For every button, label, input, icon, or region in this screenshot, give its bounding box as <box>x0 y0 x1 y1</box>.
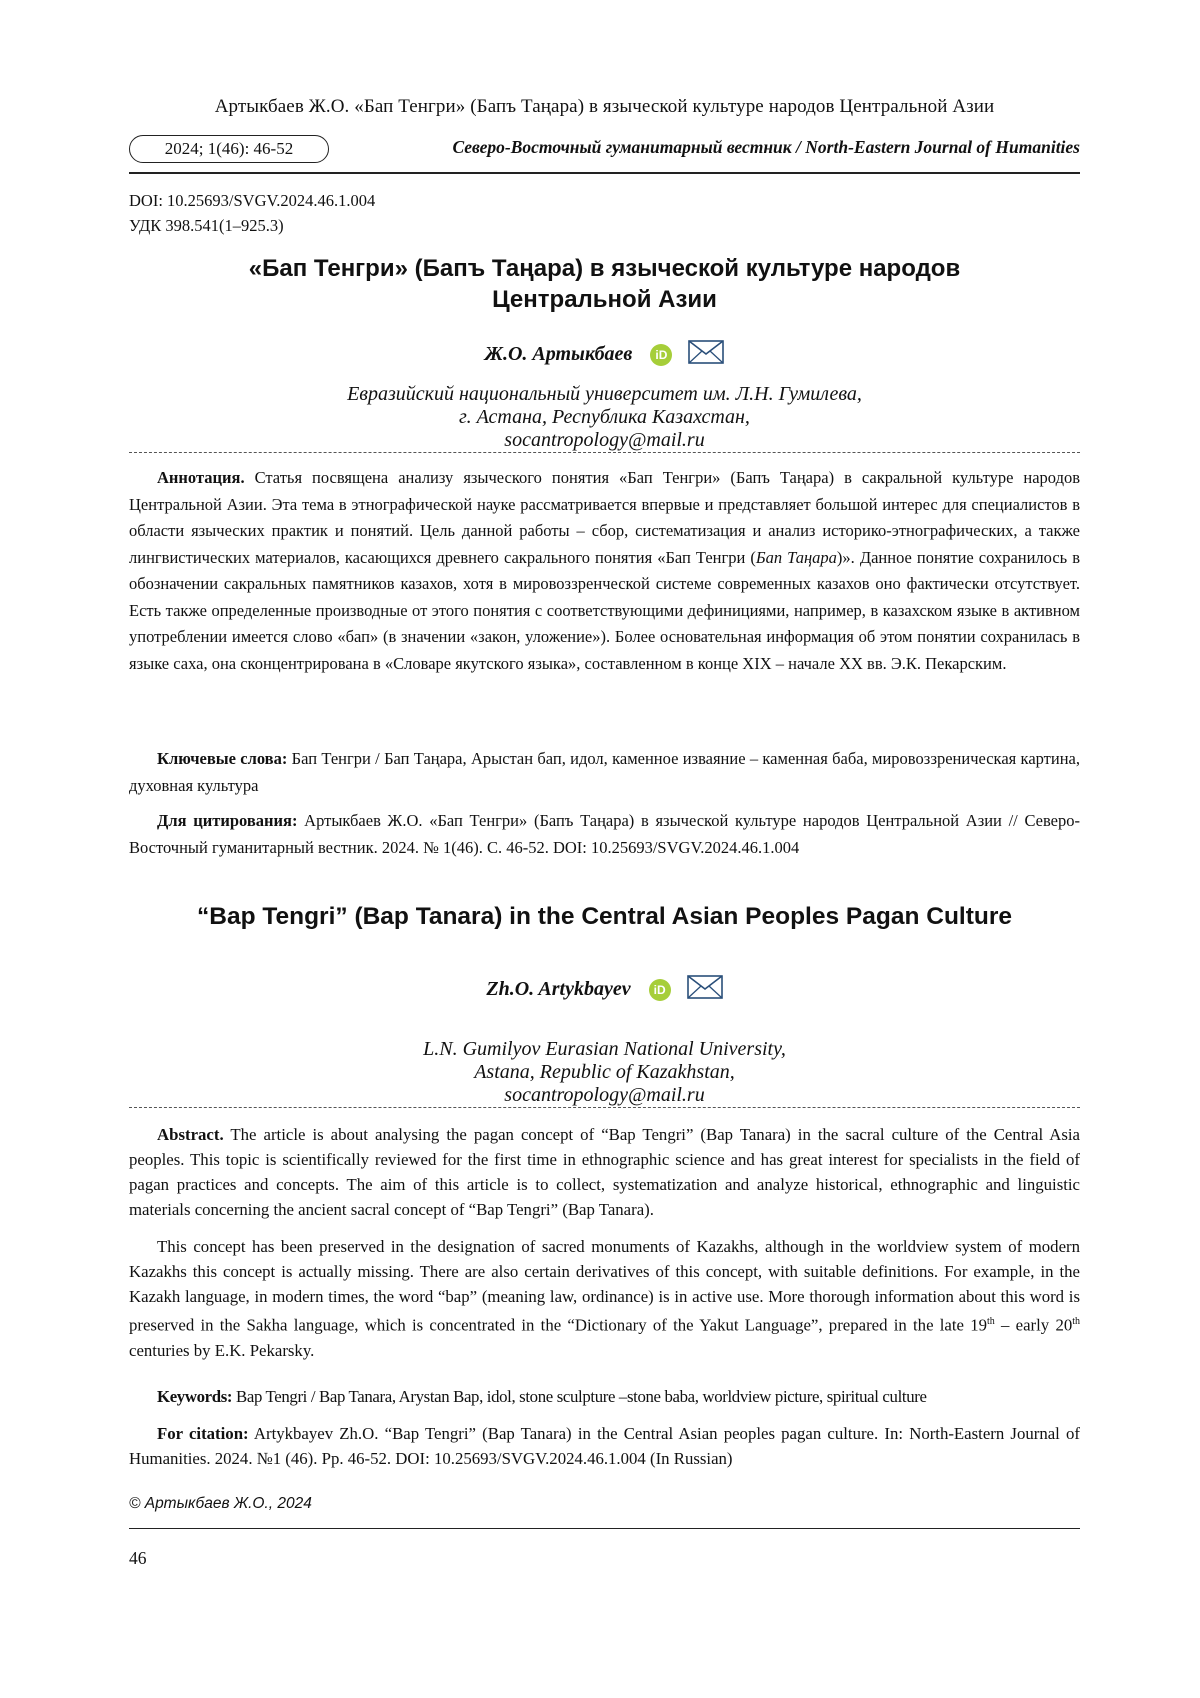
abstract-ru-text-1: Статья посвящена анализу языческого понятия «Бап Тенгри» (Бапъ Таңара) в сакральной культуре народов Центральной Азии. Эта тема в этнографической науке рассматривается впервые и представляет большой интерес для специалистов в области языческих практик и понятий. Цель данной работы – сбор, систематизация и анализ историко-этнографических, а также лингвистических материалов, касающихся древнего сакрального понятия «Бап Тенгри ( <box>129 468 1081 567</box>
affil-en-line2: Astana, Republic of Kazakhstan, <box>474 1061 735 1083</box>
article-title-ru <box>129 253 1080 315</box>
author-name-ru: Ж.О. Артыкбаев <box>484 343 633 365</box>
journal-name: Северо-Восточный гуманитарный вестник / North-Eastern Journal of Humanities <box>452 137 1080 157</box>
title-ru-line2: Центральной Азии <box>492 286 717 313</box>
abstract-ru-text-2: )». Данное понятие сохранилось в обозначении сакральных памятников казахов, хотя в мировоззренческой системе современных казахов оно фактически отсутствует. Есть также определенные производные от этого понятия с соответствующими дефинициями, например, в казахском языке в активном употреблении имеется слово «бап» (в значении «закон, уложение»). Более основательная информация об этом понятии сохранилась в языке саха, она сконцентрирована в «Словаре якутского языка», составленном в конце XIX – начале XX вв. Э.К. Пекарским. <box>129 547 1080 673</box>
keywords-ru <box>129 746 1080 799</box>
superscript-th: th <box>987 1316 995 1327</box>
superscript-th: th <box>1072 1316 1081 1327</box>
email-ru[interactable]: socantropology@mail.ru <box>504 429 705 451</box>
mail-icon[interactable] <box>688 340 724 369</box>
citation-en-label: For citation: <box>157 1424 249 1443</box>
author-row-en <box>129 975 1080 1005</box>
keywords-en-text: Bap Tengri / Bap Tanara, Arystan Bap, idol, stone sculpture –stone baba, worldview picture, spiritual culture <box>236 1387 927 1406</box>
keywords-ru-label: Ключевые слова: <box>157 749 288 768</box>
dashed-divider-en <box>129 1107 1080 1108</box>
abstract-en-p2-text-1: This concept has been preserved in the designation of sacred monuments of Kazakhs, although in the worldview system of modern Kazakhs this concept is actually missing. There are also certain derivatives of this concept, with suitable definitions. For example, in the Kazakh language, in modern times, the word “bap” (meaning law, ordinance) is in active use. More thorough information about this word is preserved in the Sakha language, which is concentrated in the “Dictionary of the Yakut Language”, prepared in the late 19 <box>129 1237 1080 1335</box>
abstract-en-p2-text-3: centuries by E.K. Pekarsky. <box>129 1340 315 1360</box>
abstract-en <box>129 1122 1080 1222</box>
abstract-ru <box>129 465 1080 677</box>
citation-ru <box>129 808 1080 861</box>
copyright: © Артыкбаев Ж.О., 2024 <box>129 1495 312 1512</box>
keywords-en <box>129 1384 1080 1409</box>
author-name-en: Zh.O. Artykbayev <box>486 978 631 1000</box>
affil-ru-line1: Евразийский национальный университет им. Л.Н. Гумилева, <box>347 383 862 405</box>
citation-en-text: Artykbayev Zh.O. “Bap Tengri” (Bap Tanara) in the Central Asian peoples pagan culture. In: North-Eastern Journal of Humanities. 2024. №1 (46). Pp. 46-52. DOI: 10.25693/SVGV.2024.46.1.004 (In Russian) <box>129 1424 1080 1468</box>
dashed-divider-ru <box>129 452 1080 453</box>
doi[interactable]: DOI: 10.25693/SVGV.2024.46.1.004 <box>129 191 376 210</box>
abstract-en-p2-text-2: – early 20 <box>994 1315 1073 1335</box>
abstract-ru-italic: Бап Таңара <box>755 547 837 567</box>
citation-ru-label: Для цитирования: <box>157 811 298 830</box>
page-number: 46 <box>129 1548 147 1568</box>
udk: УДК 398.541(1–925.3) <box>129 216 284 235</box>
orcid-icon[interactable]: iD <box>650 344 672 366</box>
header-divider <box>129 172 1080 174</box>
affiliation-ru <box>129 383 1080 452</box>
orcid-icon[interactable]: iD <box>649 979 671 1001</box>
author-row-ru <box>129 340 1080 370</box>
issue-badge: 2024; 1(46): 46-52 <box>129 135 329 163</box>
keywords-en-label: Keywords: <box>157 1387 233 1406</box>
issue-row <box>129 135 1080 165</box>
affiliation-en <box>129 1038 1080 1107</box>
affil-en-line1: L.N. Gumilyov Eurasian National University, <box>423 1038 786 1060</box>
abstract-ru-label: Аннотация. <box>157 468 245 487</box>
abstract-en-text: The article is about analysing the pagan concept of “Bap Tengri” (Bap Tanara) in the sacral culture of the Central Asia peoples. This topic is scientifically reviewed for the first time in ethnographic science and has great interest for specialists in the field of pagan practices and concepts. The aim of this article is to collect, systematization and analyze historical, ethnographic and linguistic materials concerning the ancient sacral concept of “Bap Tengri” (Bap Tanara). <box>129 1125 1080 1219</box>
title-ru-line1: «Бап Тенгри» (Бапъ Таңара) в языческой культуре народов <box>248 255 961 282</box>
citation-ru-text: Артыкбаев Ж.О. «Бап Тенгри» (Бапъ Таңара) в языческой культуре народов Центральной Азии // Северо-Восточный гуманитарный вестник. 2024. № 1(46). С. 46-52. DOI: 10.25693/SVGV.2024.46.1.004 <box>129 811 1080 857</box>
citation-en <box>129 1421 1080 1471</box>
abstract-en-paragraph-2 <box>129 1234 1080 1363</box>
footer-divider <box>129 1528 1080 1529</box>
keywords-ru-text: Бап Тенгри / Бап Таңара, Арыстан бап, идол, каменное изваяние – каменная баба, мировоззреническая картина, духовная культура <box>129 749 1080 795</box>
affil-ru-line2: г. Астана, Республика Казахстан, <box>459 406 750 428</box>
email-en[interactable]: socantropology@mail.ru <box>504 1084 705 1106</box>
abstract-en-label: Abstract. <box>157 1125 224 1144</box>
running-head: Артыкбаев Ж.О. «Бап Тенгри» (Бапъ Таңара) в языческой культуре народов Центральной Азии <box>214 96 995 117</box>
mail-icon[interactable] <box>687 975 723 1004</box>
article-title-en: “Bap Tengri” (Bap Tanara) in the Central Asian Peoples Pagan Culture <box>197 903 1012 930</box>
